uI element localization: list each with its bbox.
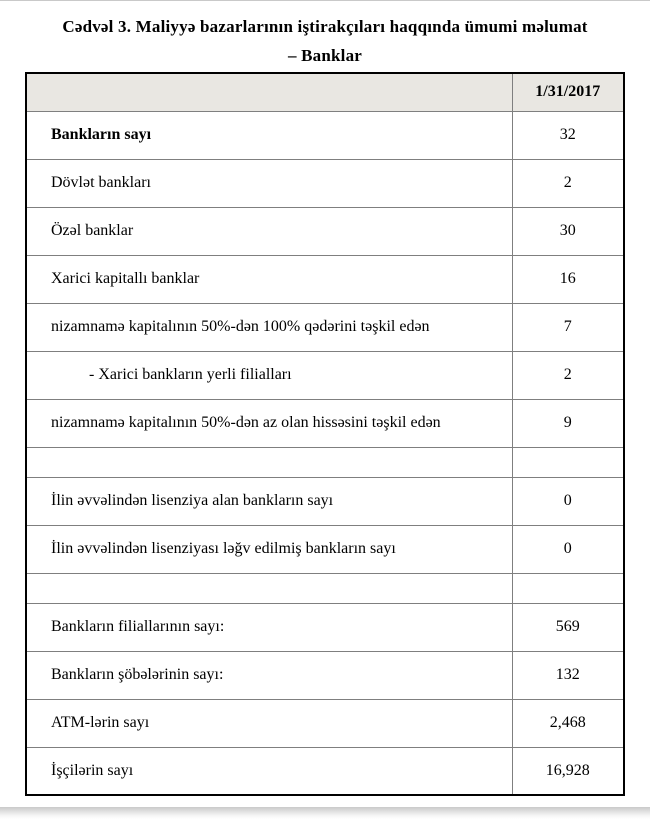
table-row xyxy=(26,207,624,255)
table-row xyxy=(26,747,624,795)
row-label xyxy=(26,447,512,477)
row-label: Bankların filiallarının sayı: xyxy=(26,603,512,651)
row-label: Bankların şöbələrinin sayı: xyxy=(26,651,512,699)
table-title-line1: Cədvəl 3. Maliyyə bazarlarının iştirakçıları haqqında ümumi məlumat xyxy=(62,17,588,36)
row-value: 0 xyxy=(512,525,624,573)
table-row xyxy=(26,255,624,303)
row-label: İlin əvvəlindən lisenziya alan bankların sayı xyxy=(26,477,512,525)
table-title-line2: – Banklar xyxy=(287,45,363,65)
table-row xyxy=(26,603,624,651)
table-row xyxy=(26,351,624,399)
row-label xyxy=(26,573,512,603)
row-value: 2 xyxy=(512,351,624,399)
table-row xyxy=(26,477,624,525)
row-value: 0 xyxy=(512,477,624,525)
table-title xyxy=(0,13,650,71)
row-label: ATM-lərin sayı xyxy=(26,699,512,747)
row-label: nizamnamə kapitalının 50%-dən 100% qədərini təşkil edən xyxy=(26,303,512,351)
table-spacer-row xyxy=(26,447,624,477)
row-value: 16 xyxy=(512,255,624,303)
table-row xyxy=(26,699,624,747)
row-value: 7 xyxy=(512,303,624,351)
row-value: 9 xyxy=(512,399,624,447)
row-label: Xarici kapitallı banklar xyxy=(26,255,512,303)
row-label: İşçilərin sayı xyxy=(26,747,512,795)
row-value xyxy=(512,447,624,477)
table-row xyxy=(26,111,624,159)
row-value: 30 xyxy=(512,207,624,255)
table-row xyxy=(26,303,624,351)
row-label: Dövlət bankları xyxy=(26,159,512,207)
row-value: 16,928 xyxy=(512,747,624,795)
row-label: nizamnamə kapitalının 50%-dən az olan hissəsini təşkil edən xyxy=(26,399,512,447)
page-bottom-shadow xyxy=(0,807,650,819)
table-row xyxy=(26,525,624,573)
row-value: 2 xyxy=(512,159,624,207)
row-value: 32 xyxy=(512,111,624,159)
table-spacer-row xyxy=(26,573,624,603)
header-date-cell: 1/31/2017 xyxy=(512,73,624,111)
row-value: 2,468 xyxy=(512,699,624,747)
row-value: 569 xyxy=(512,603,624,651)
row-value xyxy=(512,573,624,603)
banks-table-container xyxy=(25,72,625,796)
table-row xyxy=(26,399,624,447)
table-header-row xyxy=(26,73,624,111)
table-row xyxy=(26,651,624,699)
row-label: Bankların sayı xyxy=(26,111,512,159)
banks-table xyxy=(25,72,625,796)
row-label: - Xarici bankların yerli filialları xyxy=(26,351,512,399)
table-row xyxy=(26,159,624,207)
row-label: Özəl banklar xyxy=(26,207,512,255)
row-label: İlin əvvəlindən lisenziyası ləğv edilmiş bankların sayı xyxy=(26,525,512,573)
row-value: 132 xyxy=(512,651,624,699)
header-empty-cell xyxy=(26,73,512,111)
